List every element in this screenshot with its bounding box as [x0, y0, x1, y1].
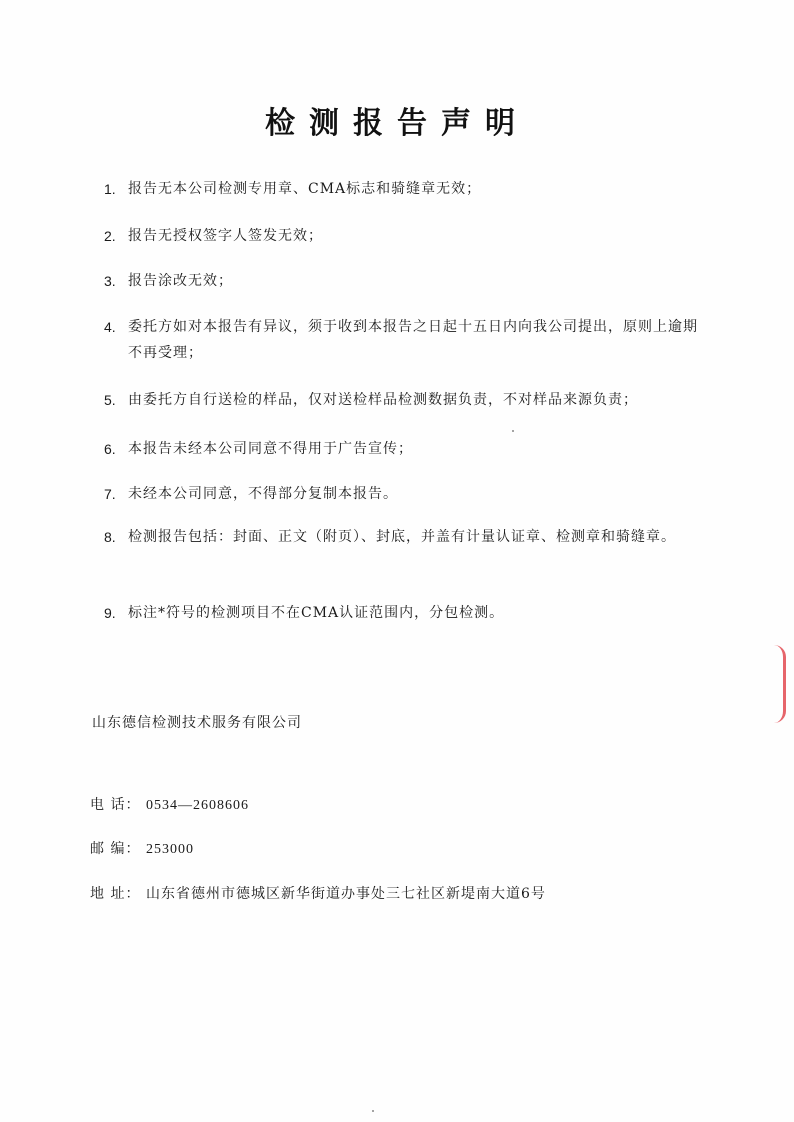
clause-text: 未经本公司同意，不得部分复制本报告。	[128, 486, 398, 502]
clause-number: 7.	[104, 486, 116, 502]
contact-postcode	[90, 838, 194, 858]
clause-5	[104, 387, 704, 413]
clause-2	[104, 223, 704, 249]
phone-value: 0534—2608606	[146, 798, 249, 813]
clause-number: 9.	[104, 605, 116, 621]
clause-6	[104, 436, 704, 462]
clause-number: 3.	[104, 273, 116, 289]
clause-number: 5.	[104, 392, 116, 408]
clause-4	[104, 314, 704, 366]
address-value: 山东省德州市德城区新华街道办事处三七社区新堤南大道6号	[146, 886, 546, 902]
clause-text: 报告无授权签字人签发无效；	[128, 228, 323, 244]
contact-phone	[90, 794, 249, 814]
clause-text: 报告涂改无效；	[128, 273, 233, 289]
clause-1	[104, 176, 704, 202]
company-name: 山东德信检测技术服务有限公司	[92, 715, 302, 731]
clause-9	[104, 600, 704, 626]
clause-text: 由委托方自行送检的样品，仅对送检样品检测数据负责，不对样品来源负责；	[128, 392, 638, 408]
page-title: 检测报告声明	[265, 106, 529, 141]
scan-speck	[512, 430, 514, 432]
postcode-label: 邮 编：	[90, 841, 141, 857]
postcode-value: 253000	[146, 842, 194, 857]
clause-7	[104, 481, 704, 507]
clause-number: 1.	[104, 181, 116, 197]
clause-number: 6.	[104, 441, 116, 457]
clause-number: 4.	[104, 319, 116, 335]
contact-address	[90, 883, 546, 903]
clause-text: 检测报告包括：封面、正文（附页）、封底，并盖有计量认证章、检测章和骑缝章。	[128, 529, 676, 545]
clause-text: 报告无本公司检测专用章、CMA标志和骑缝章无效；	[128, 181, 482, 197]
phone-label: 电 话：	[90, 797, 141, 813]
clause-number: 8.	[104, 529, 116, 545]
clause-number: 2.	[104, 228, 116, 244]
clause-3	[104, 268, 704, 294]
seam-seal-mark	[773, 645, 786, 723]
scan-speck	[372, 1110, 374, 1112]
address-label: 地 址：	[90, 886, 141, 902]
clause-text: 委托方如对本报告有异议，须于收到本报告之日起十五日内向我公司提出，原则上逾期不再受理；	[128, 319, 698, 361]
clause-text: 本报告未经本公司同意不得用于广告宣传；	[128, 441, 413, 457]
clause-8	[104, 524, 704, 550]
clause-text: 标注*符号的检测项目不在CMA认证范围内，分包检测。	[128, 605, 505, 621]
